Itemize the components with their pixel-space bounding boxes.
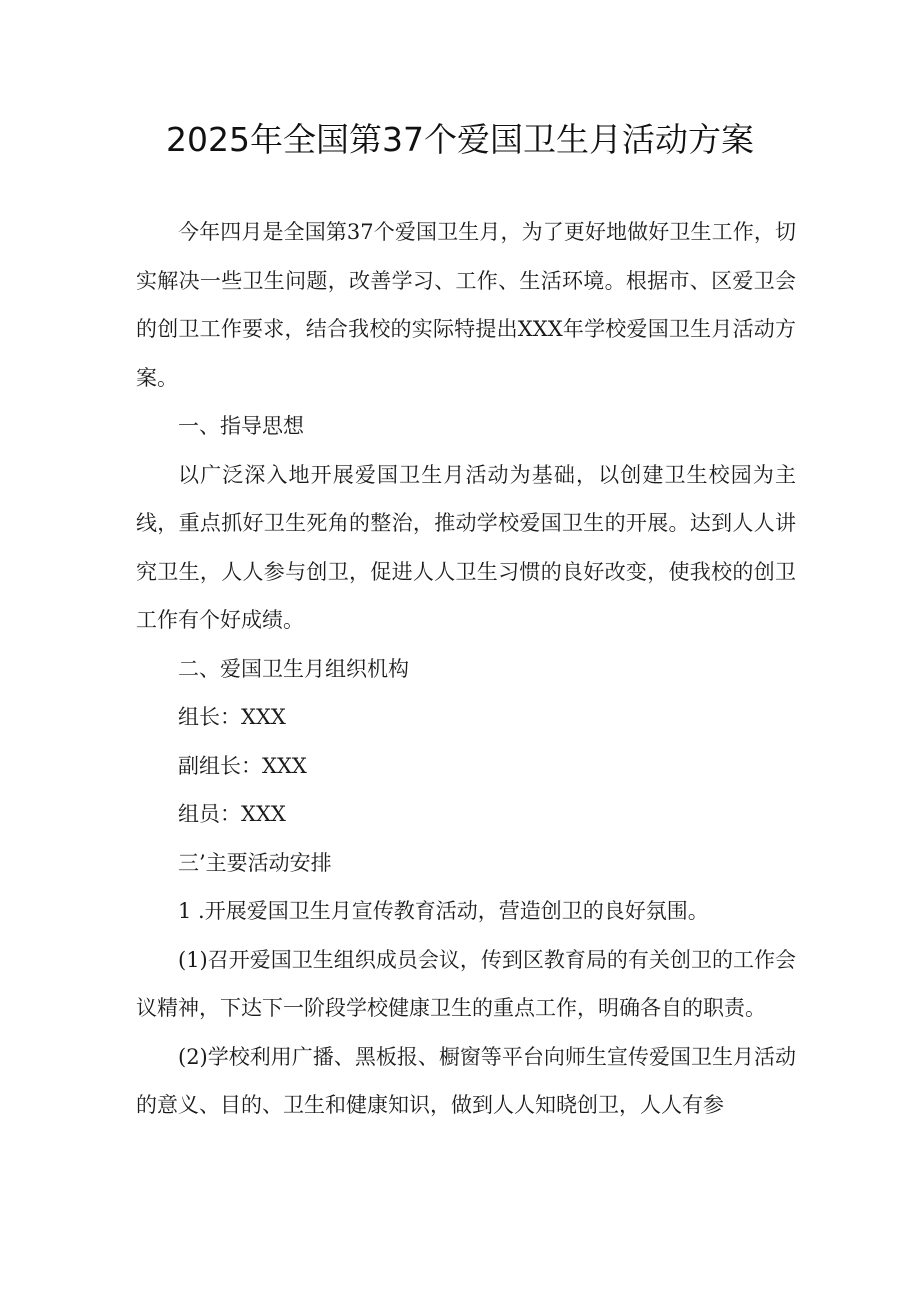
paragraph-guiding-ideology: 以广泛深入地开展爱国卫生月活动为基础，以创建卫生校园为主线，重点抓好卫生死角的整治，推动学校爱国卫生的开展。达到人人讲究卫生，人人参与创卫，促进人人卫生习惯的良好改变，使我校的创卫工作有个好成绩。 — [136, 462, 796, 632]
section-heading-organization: 二、爱国卫生月组织机构 — [178, 656, 409, 681]
paragraph-intro: 今年四月是全国第37个爱国卫生月，为了更好地做好卫生工作，切实解决一些卫生问题，改善学习、工作、生活环境。根据市、区爱卫会的创卫工作要求，结合我校的实际特提出XXX年学校爱国卫生月活动方案。 — [136, 220, 796, 390]
activity-subitem-2: (2)学校利用广播、黑板报、橱窗等平台向师生宣传爱国卫生月活动的意义、目的、卫生和健康知识，做到人人知晓创卫，人人有参 — [136, 1044, 796, 1117]
org-leader: 组长：XXX — [178, 705, 286, 729]
org-members: 组员：XXX — [178, 802, 286, 826]
document-title: 2025年全国第37个爱国卫生月活动方案 — [166, 120, 754, 159]
activity-item-1: 1 .开展爱国卫生月宣传教育活动，营造创卫的良好氛围。 — [178, 899, 709, 923]
section-heading-guiding-ideology: 一、指导思想 — [178, 414, 304, 438]
document-body — [136, 208, 796, 1130]
org-deputy-leader: 副组长：XXX — [178, 753, 307, 778]
activity-subitem-1: (1)召开爱国卫生组织成员会议，传到区教育局的有关创卫的工作会议精神，下达下一阶段学校健康卫生的重点工作，明确各自的职责。 — [136, 947, 796, 1020]
section-heading-activities: 三’主要活动安排 — [178, 850, 332, 875]
